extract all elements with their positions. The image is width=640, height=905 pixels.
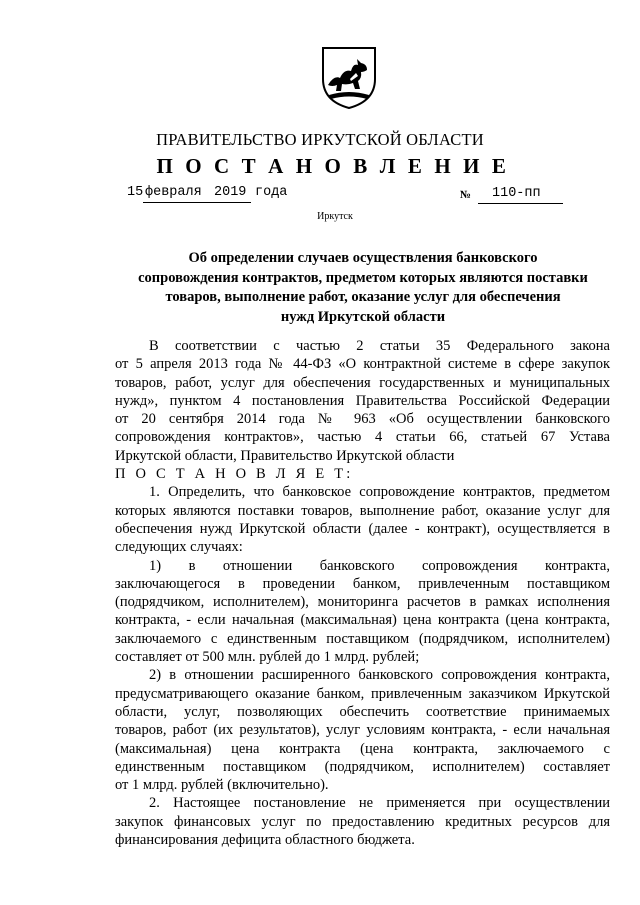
body-line: которых являются поставки товаров, выполнение работ, оказание услуг для [115, 502, 610, 519]
title-line: товаров, выполнение работ, оказание услуг для обеспечения [165, 289, 561, 305]
body-line: 1. Определить, что банковское сопровождение контрактов, предметом [149, 484, 610, 501]
body-line: (подрядчиком, исполнителем), мониторинга расчетов в рамках исполнения [115, 594, 610, 611]
body-line: 1) в отношении банковского сопровождения контракта, [149, 557, 610, 574]
body-line: контракта, - если начальная (максимальная) цена контракта (цена контракта, [115, 612, 610, 629]
date-year: 2019 [214, 185, 247, 200]
document-body [115, 337, 610, 849]
body-line: следующих случаях: [115, 539, 243, 556]
body-line: нужд», пунктом 4 постановления Правительства Российской Федерации [115, 392, 610, 409]
date-word: года [255, 185, 288, 200]
date-underline [143, 202, 251, 203]
number-sign: № [460, 189, 472, 201]
body-line: составляет от 500 млн. рублей до 1 млрд. рублей; [115, 649, 420, 666]
city: Иркутск [317, 211, 353, 222]
body-line: (максимальная) цена контракта (цена контракта, заключаемого с [115, 740, 610, 757]
body-line: закупок финансовых услуг по предоставлению кредитных ресурсов для [115, 813, 610, 830]
body-line: от 1 млрд. рублей (включительно). [115, 777, 329, 794]
body-line: от 20 сентября 2014 года № 963 «Об осуществлении банковского [115, 411, 610, 428]
title-line: сопровождения контрактов, предметом которых являются поставки [138, 269, 588, 286]
body-line: заключающегося в проведении банком, привлеченным поставщиком [115, 575, 610, 592]
body-line: предусматривающего оказание банком, привлеченным заказчиком Иркутской [115, 685, 610, 702]
document-title [128, 249, 598, 327]
body-line: Иркутской области, Правительство Иркутской области [115, 447, 455, 464]
date-month: февраля [145, 185, 202, 200]
body-line: от 5 апреля 2013 года № 44-ФЗ «О контрактной системе в сфере закупок [115, 356, 610, 373]
body-line: товаров, работ, услуг для обеспечения государственных и муниципальных [115, 374, 610, 391]
title-line: нужд Иркутской области [280, 308, 446, 325]
resolves-heading: П О С Т А Н О В Л Я Е Т: [115, 466, 354, 483]
coat-of-arms-icon [320, 45, 378, 111]
body-line: 2. Настоящее постановление не применяется при осуществлении [149, 795, 610, 812]
body-line: товаров, работ (их результатов), услуг условиям контракта, - если начальная [115, 722, 610, 739]
body-line: финансирования дефицита областного бюджета. [115, 832, 415, 849]
body-line: заключаемого с единственным поставщиком (подрядчиком, исполнителем) [115, 630, 610, 647]
document-type: П О С Т А Н О В Л Е Н И Е [156, 154, 510, 178]
body-line: области, услуг, позволяющих обеспечить соответствие принимаемых [115, 703, 610, 720]
body-line: 2) в отношении расширенного банковского сопровождения контракта, [149, 667, 610, 684]
body-line: В соответствии с частью 2 статьи 35 Федерального закона [149, 338, 610, 354]
body-line: обеспечения нужд Иркутской области (далее - контракт), осуществляется в [115, 520, 610, 537]
date-day: 15 [127, 185, 144, 200]
body-line: единственным поставщиком (подрядчиком, исполнителем) составляет [115, 758, 610, 775]
number-underline [478, 203, 563, 204]
body-line: сопровождения контрактов», частью 4 статьи 66, статьей 67 Устава [115, 429, 610, 446]
title-line: Об определении случаев осуществления банковского [188, 250, 538, 266]
document-number: 110-пп [492, 186, 541, 201]
government-name: ПРАВИТЕЛЬСТВО ИРКУТСКОЙ ОБЛАСТИ [156, 130, 484, 149]
